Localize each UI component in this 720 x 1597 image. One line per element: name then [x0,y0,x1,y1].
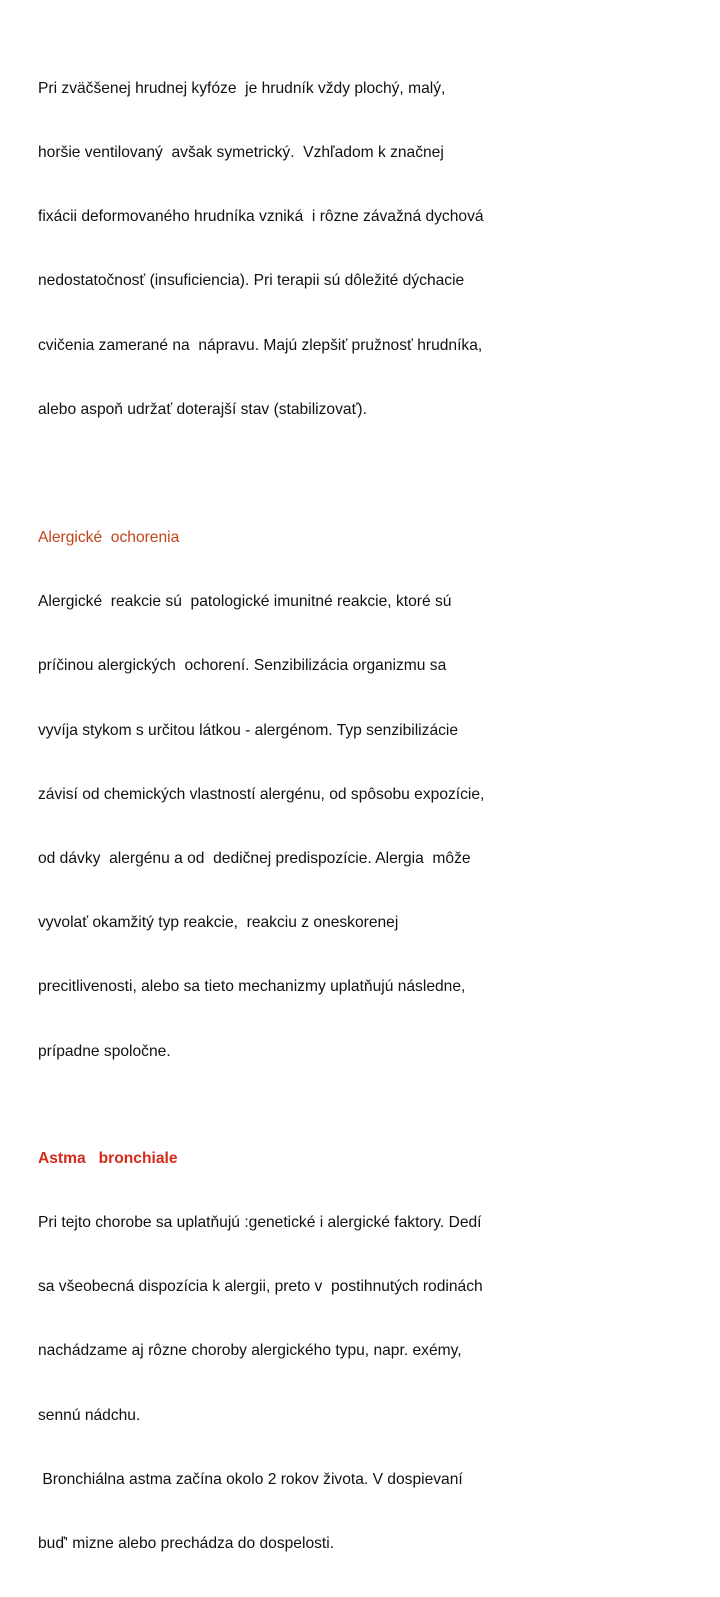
text-line: Pri zväčšenej hrudnej kyfóze je hrudník vždy plochý, malý, [38,79,446,97]
text-line: sennú nádchu. [38,1406,141,1424]
text-line: vyvíja stykom s určitou látkou - alergénom. Typ senzibilizácie [38,721,459,739]
paragraph-gap [38,463,698,484]
text-line: Bronchiálna astma začína okolo 2 rokov života. V dospievaní [38,1470,463,1488]
asthma-heading: Astma bronchiale [38,1149,178,1167]
text-line: Alergické reakcie sú patologické imunitné reakcie, ktoré sú [38,593,452,611]
asthma-section [38,1105,698,1597]
text-line: nachádzame aj rôzne choroby alergického typu, napr. exémy, [38,1342,462,1360]
text-line: závisí od chemických vlastností alergénu, od spôsobu expozície, [38,785,485,803]
text-line: precitlivenosti, alebo sa tieto mechanizmy uplatňujú následne, [38,978,466,996]
text-line: sa všeobecná dispozícia k alergii, preto v postihnutých rodinách [38,1278,483,1296]
slide-content [38,35,698,1597]
text-line: nedostatočnosť (insuficiencia). Pri terapii sú dôležité dýchacie [38,272,465,290]
text-line: cvičenia zamerané na nápravu. Majú zlepšiť pružnosť hrudníka, [38,336,483,354]
text-line: Pri tejto chorobe sa uplatňujú :genetické i alergické faktory. Dedí [38,1213,482,1231]
text-line: vyvolať okamžitý typ reakcie, reakciu z oneskorenej [38,914,399,932]
text-line: horšie ventilovaný avšak symetrický. Vzhľadom k značnej [38,144,444,162]
allergy-heading: Alergické ochorenia [38,528,180,546]
text-line: od dávky alergénu a od dedičnej predispozície. Alergia môže [38,850,471,868]
text-line: buď' mizne alebo prechádza do dospelosti. [38,1535,335,1553]
text-line: fixácii deformovaného hrudníka vzniká i rôzne závažná dychová [38,208,484,226]
text-line: prípadne spoločne. [38,1042,171,1060]
kyphosis-paragraph [38,35,698,463]
text-line: príčinou alergických ochorení. Senzibilizácia organizmu sa [38,657,447,675]
text-line: alebo aspoň udržať doterajší stav (stabilizovať). [38,400,367,418]
allergy-section [38,484,698,1105]
